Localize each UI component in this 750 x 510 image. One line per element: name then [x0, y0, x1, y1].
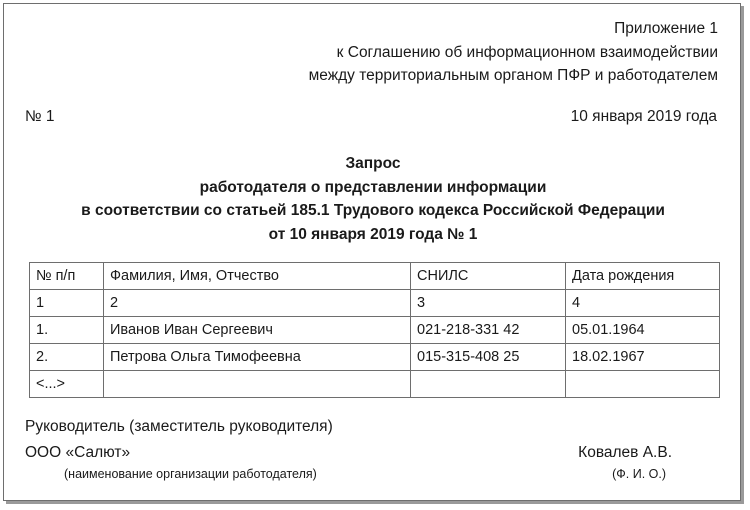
organization-name: ООО «Салют» — [25, 444, 131, 461]
name-caption: (Ф. И. О.) — [612, 467, 666, 481]
table-cell: 18.02.1967 — [566, 344, 720, 371]
table-cell — [104, 371, 411, 398]
document-date: 10 января 2019 года — [570, 108, 717, 125]
header-number: № п/п — [30, 263, 104, 290]
header-birth-date: Дата рождения — [566, 263, 720, 290]
title-line-3: в соответствии со статьей 185.1 Трудового кодекса Российской Федерации — [81, 202, 665, 219]
title-line-2: работодателя о представлении информации — [199, 178, 547, 196]
table-cell: 4 — [566, 290, 720, 317]
title-line-4: от 10 января 2019 года № 1 — [268, 225, 478, 243]
header-snils: СНИЛС — [411, 263, 566, 290]
organization-caption: (наименование организации работодателя) — [64, 467, 317, 481]
table-row — [30, 371, 720, 398]
table-cell: Петрова Ольга Тимофеевна — [104, 344, 411, 371]
appendix-line-2: к Соглашению об информационном взаимодействии — [336, 43, 718, 61]
table-cell: 2 — [104, 290, 411, 317]
appendix-line-3: между территориальным органом ПФР и работодателем — [308, 67, 718, 84]
table-cell — [566, 371, 720, 398]
table-cell: 2. — [30, 344, 104, 371]
document-number: № 1 — [25, 108, 55, 125]
header-full-name: Фамилия, Имя, Отчество — [104, 263, 411, 290]
table-cell — [411, 371, 566, 398]
table-cell: 05.01.1964 — [566, 317, 720, 344]
document-sheet — [3, 3, 741, 501]
table-cell: 015-315-408 25 — [411, 344, 566, 371]
document-title — [4, 152, 742, 246]
table-cell: 1 — [30, 290, 104, 317]
table-cell: Иванов Иван Сергеевич — [104, 317, 411, 344]
table-cell: 1. — [30, 317, 104, 344]
table-cell: 021-218-331 42 — [411, 317, 566, 344]
table-row — [30, 317, 720, 344]
appendix-header — [309, 17, 718, 88]
signatory-name: Ковалев А.В. — [578, 444, 672, 461]
table-cell: 3 — [411, 290, 566, 317]
table-header-row — [30, 263, 720, 290]
title-line-1: Запрос — [345, 155, 401, 172]
appendix-line-1: Приложение 1 — [614, 20, 718, 37]
employee-table — [29, 262, 720, 398]
signatory-position: Руководитель (заместитель руководителя) — [25, 418, 333, 435]
table-row — [30, 290, 720, 317]
table-cell: <...> — [30, 371, 104, 398]
table-row — [30, 344, 720, 371]
